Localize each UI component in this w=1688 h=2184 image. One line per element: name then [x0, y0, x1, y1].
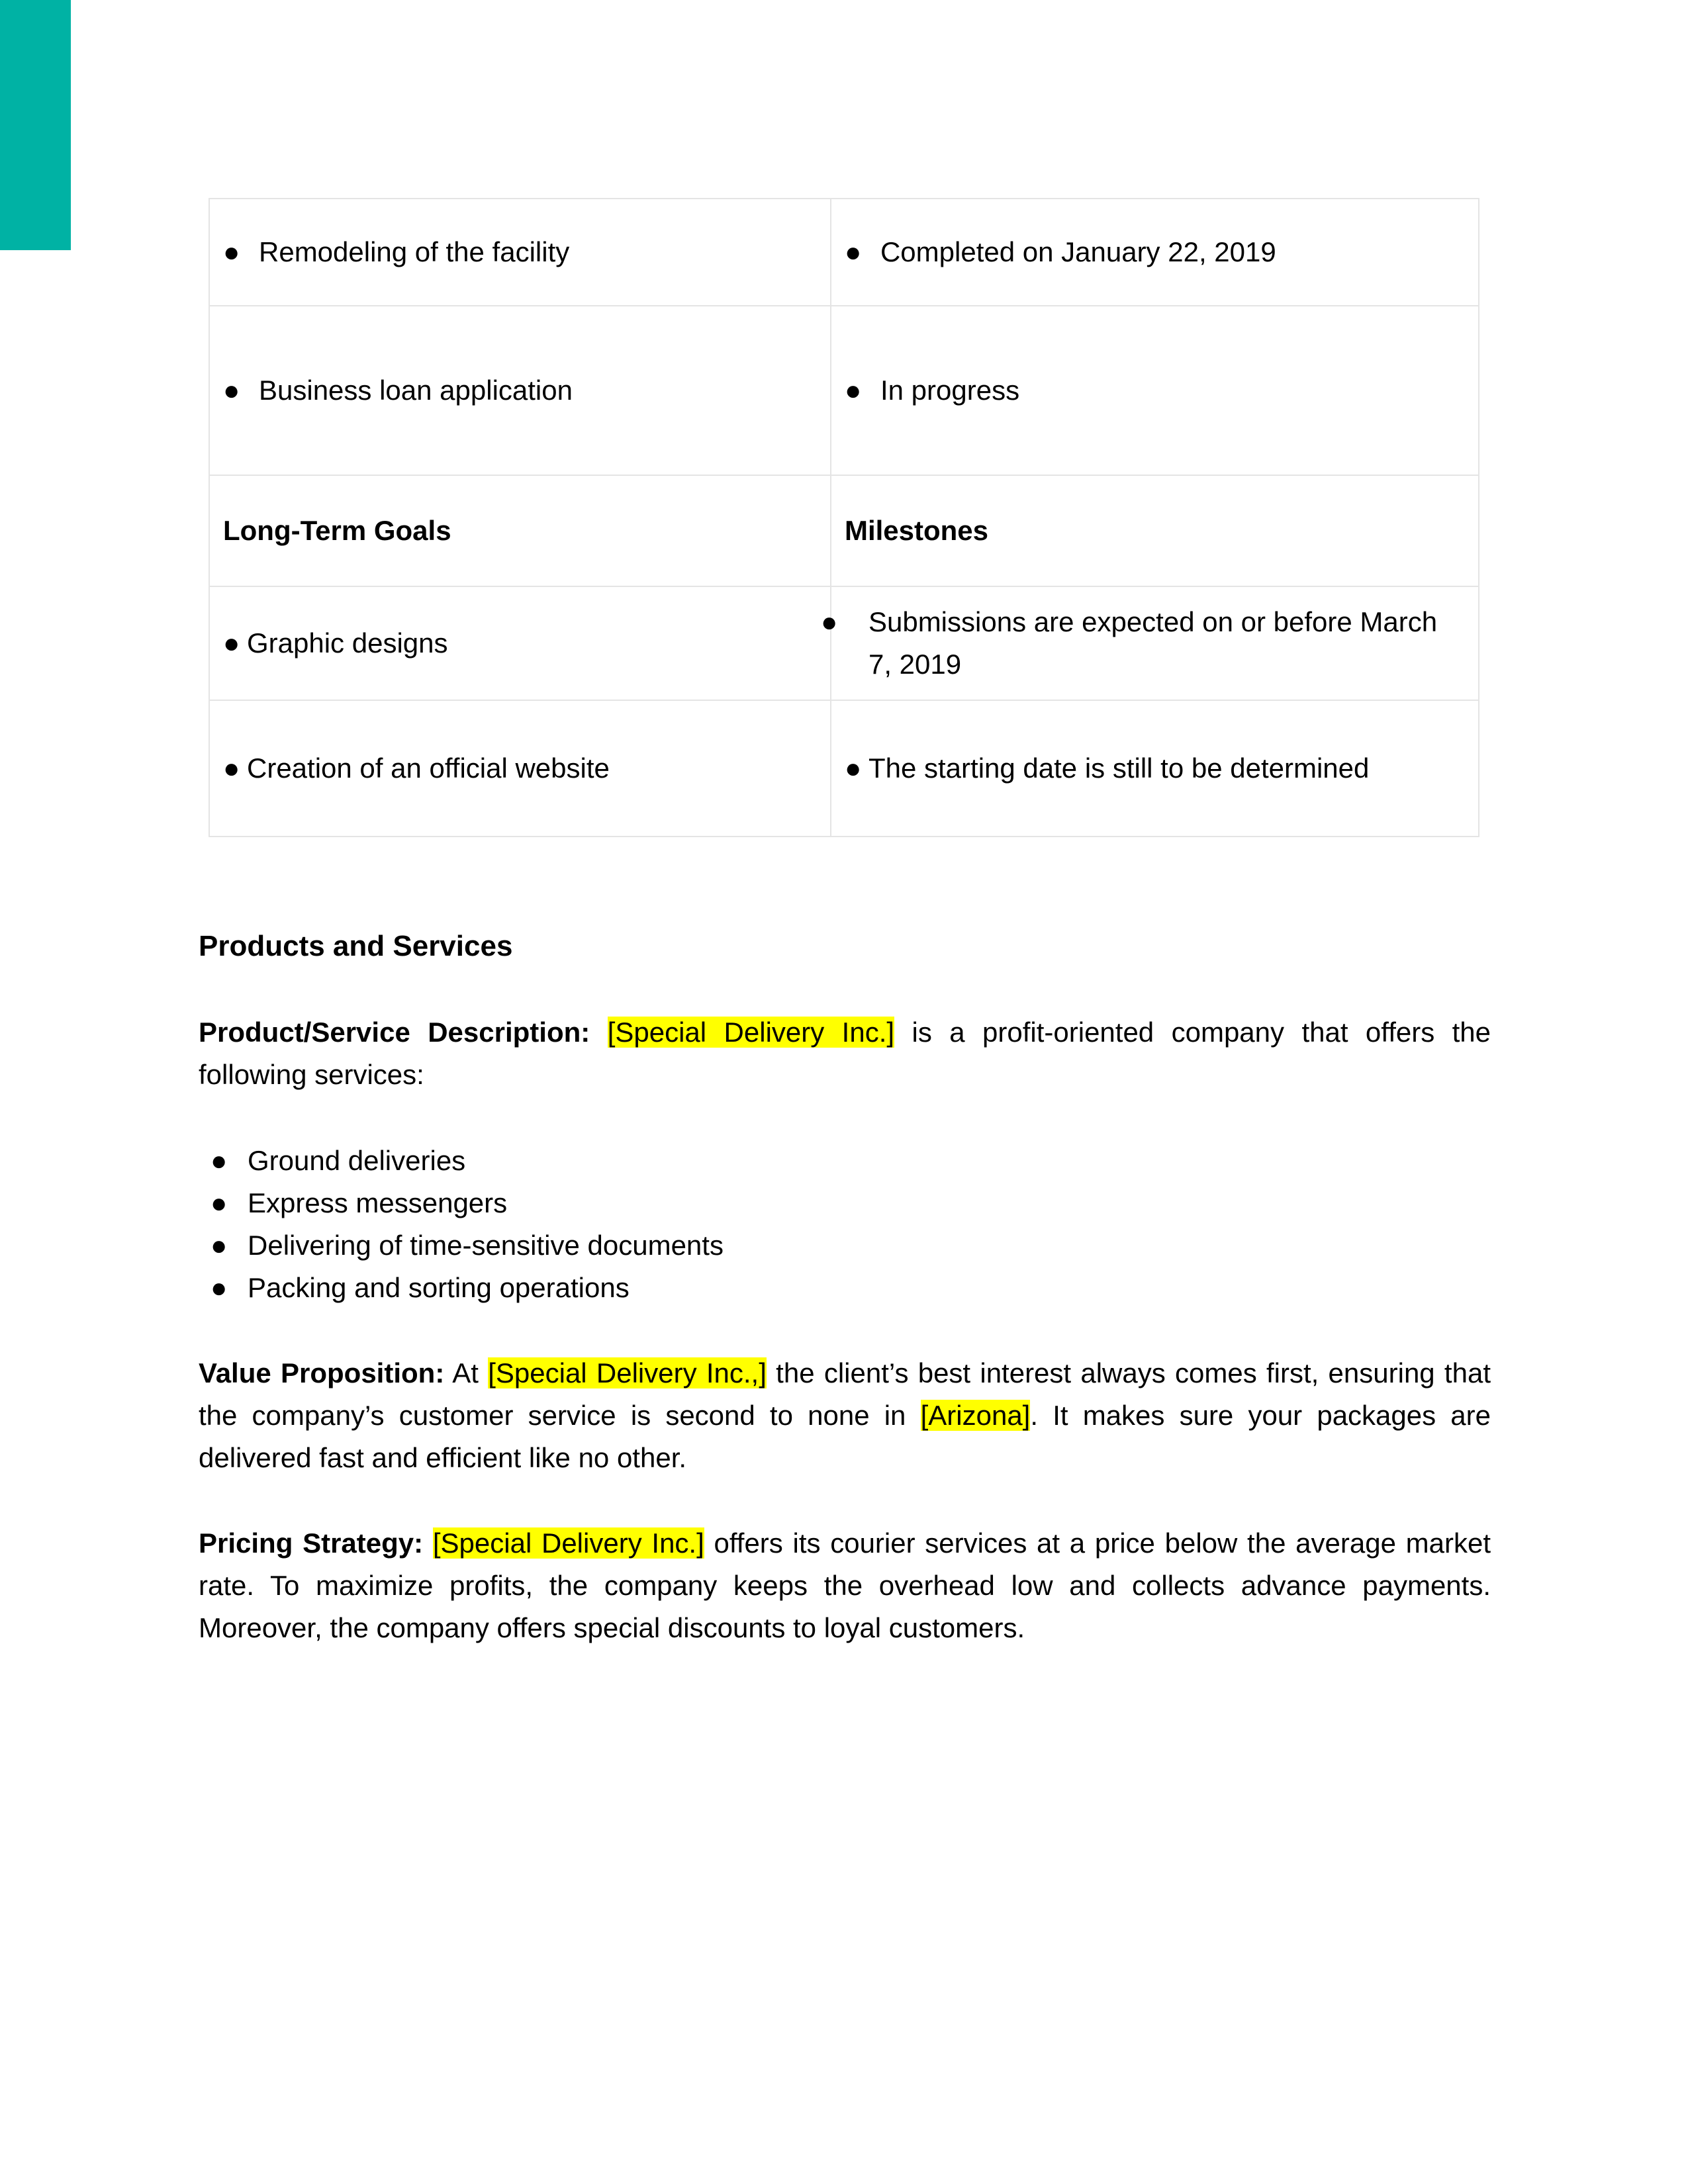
- table-cell: ● Business loan application: [209, 306, 831, 475]
- table-cell: ● Remodeling of the facility: [209, 199, 831, 306]
- bullet-icon: ●: [223, 375, 240, 406]
- description-label: Product/Service Description:: [199, 1017, 590, 1048]
- value-proposition-label: Value Proposition:: [199, 1357, 445, 1388]
- table-cell: ● Graphic designs: [209, 586, 831, 700]
- bullet-icon: ●: [844, 752, 862, 784]
- table-row: [209, 700, 1479, 837]
- bullet-icon: ●: [223, 752, 240, 784]
- company-placeholder: [Special Delivery Inc.]: [607, 1017, 895, 1048]
- table-cell: ● Completed on January 22, 2019: [831, 199, 1479, 306]
- pricing-strategy-label: Pricing Strategy:: [199, 1527, 424, 1559]
- column-header-goals: Long-Term Goals: [209, 475, 831, 586]
- bullet-icon: ●: [211, 1187, 228, 1218]
- list-item: ● Ground deliveries: [211, 1140, 724, 1182]
- services-list: [211, 1140, 724, 1309]
- section-title: Products and Services: [199, 930, 513, 962]
- goals-milestones-table: [209, 198, 1479, 837]
- table-cell: ● In progress: [831, 306, 1479, 475]
- bullet-icon: ●: [211, 1145, 228, 1176]
- list-item: ● Delivering of time-sensitive documents: [211, 1224, 724, 1267]
- location-placeholder: [Arizona]: [920, 1400, 1031, 1431]
- bullet-icon: ●: [223, 236, 240, 267]
- company-placeholder: [Special Delivery Inc.,]: [488, 1357, 767, 1388]
- table-row: [209, 199, 1479, 306]
- value-proposition: Value Proposition: At [Special Delivery Inc.,] the client’s best interest always comes first, ensuring that the company’s customer service is second to none in [Arizona]. It makes sure your packages are delivered fast and efficient like no other.: [199, 1357, 1491, 1473]
- column-header-milestones: Milestones: [831, 475, 1479, 586]
- bullet-icon: ●: [211, 1272, 228, 1303]
- company-placeholder: [Special Delivery Inc.]: [432, 1527, 704, 1559]
- table-cell: ● Creation of an official website: [209, 700, 831, 837]
- table-row: [209, 586, 1479, 700]
- table-row: [209, 306, 1479, 475]
- list-item: ● Express messengers: [211, 1182, 724, 1224]
- bullet-icon: ●: [223, 627, 240, 659]
- pricing-strategy: Pricing Strategy: [Special Delivery Inc.] offers its courier services at a price below the average market rate. To maximize profits, the company keeps the overhead low and collects advance payments. Moreover, the company offers special discounts to loyal customers.: [199, 1527, 1491, 1643]
- bullet-icon: ●: [820, 606, 838, 637]
- accent-bar: [0, 0, 71, 250]
- bullet-icon: ●: [844, 236, 862, 267]
- bullet-icon: ●: [211, 1230, 228, 1261]
- table-cell: ● The starting date is still to be determined: [831, 700, 1479, 837]
- product-description: Product/Service Description: [Special Delivery Inc.] is a profit-oriented company that offers the following services:: [199, 1017, 1491, 1090]
- list-item: ● Packing and sorting operations: [211, 1267, 724, 1309]
- table-header-row: [209, 475, 1479, 586]
- table-cell: ● Submissions are expected on or before March 7, 2019: [831, 586, 1479, 700]
- bullet-icon: ●: [844, 375, 862, 406]
